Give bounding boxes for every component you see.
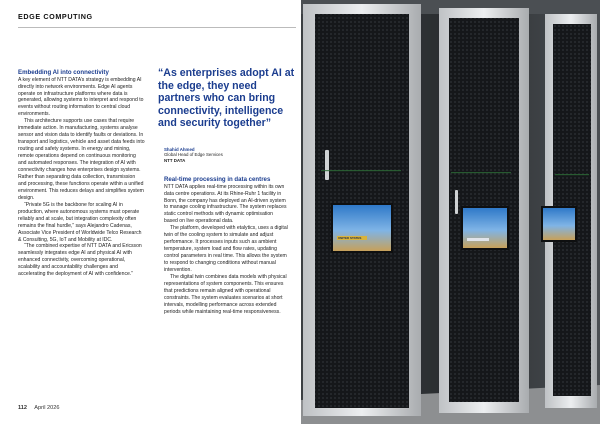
left-heading: Embedding AI into connectivity — [18, 69, 109, 76]
right-heading: Real-time processing in data centres — [164, 176, 271, 183]
right-paragraph-1: NTT DATA applies real-time processing within its own data centre operations. At its Rhine-Ruhr 1 facility in Bonn, the company has deployed an AI-driven system to manage cooling infrastructure. The system replaces static control methods with dynamic optimisation based on live operational data. — [164, 183, 287, 225]
issue-date: April 2026 — [34, 405, 60, 411]
quote-author-title: Global Head of Edge Services — [164, 152, 223, 158]
page-number: 112 — [18, 405, 28, 411]
section-divider — [18, 27, 296, 28]
right-column — [164, 176, 288, 316]
section-label: EDGE COMPUTING — [18, 12, 93, 21]
right-paragraph-3: The digital twin combines data models with physical representations of system components. This ensures that predictions remain aligned with operational constraints. The system evaluates scenarios at short intervals, modelling performance across extended periods while maintaining real-time responsiveness. — [164, 273, 287, 315]
server-rack-photo — [301, 0, 600, 424]
left-paragraph-1: A key element of NTT DATA’s strategy is embedding AI directly into network environments. Edge AI agents operate on infrastructure platforms where data is generated, allowing systems to interpret and respond to events without routing information to central cloud environments. — [18, 76, 144, 118]
quote-author-org: NTT DATA — [164, 157, 186, 163]
left-paragraph-4: “The combined expertise of NTT DATA and Ericsson seamlessly integrates edge AI and physical AI with enhanced connectivity, overcoming operational, scalability and accountability challenges and accelerating the deployment of AI with confidence.” — [18, 243, 142, 278]
quote-author-name: Shahid Ahmed — [164, 147, 195, 152]
left-paragraph-2: This architecture supports use cases that require immediate action. In manufacturing, systems analyse sensor and vision data to identify faults or deviations. In transport and logistics, vehicle and asset data feeds into routing and safety systems. In energy and mining, remote operations depend on continuous monitoring and automated responses. The integration of AI with connectivity changes how enterprises design systems. Rather than separating data collection, transmission and processing, these functions operate within a unified environment. This reduces delays and simplifies system design. — [18, 118, 145, 201]
quote-attribution — [164, 147, 292, 163]
left-paragraph-3: “Private 5G is the backbone for scaling AI in production, where autonomous systems must operate reliably and at scale, but integration complexity often remains the final hurdle,” says Alejandro Cadenas, Associate Vice President of Worldwide Telco Research & Consulting, 5G, IoT and Mobility at IDC. — [18, 201, 142, 243]
screen-label: UNITED STATES — [338, 236, 362, 241]
left-column — [18, 69, 145, 278]
page-footer — [18, 405, 59, 411]
right-paragraph-2: The platform, developed with etalytics, uses a digital twin of the cooling system to simulate and adjust performance. It processes inputs such as ambient temperature, system load and flow rates, updating control parameters in real time. This allows the system to respond to changing conditions without manual intervention. — [164, 225, 288, 274]
pull-quote: “As enterprises adopt AI at the edge, they need partners who can bring connectivity, intelligence and security together” — [158, 67, 295, 129]
